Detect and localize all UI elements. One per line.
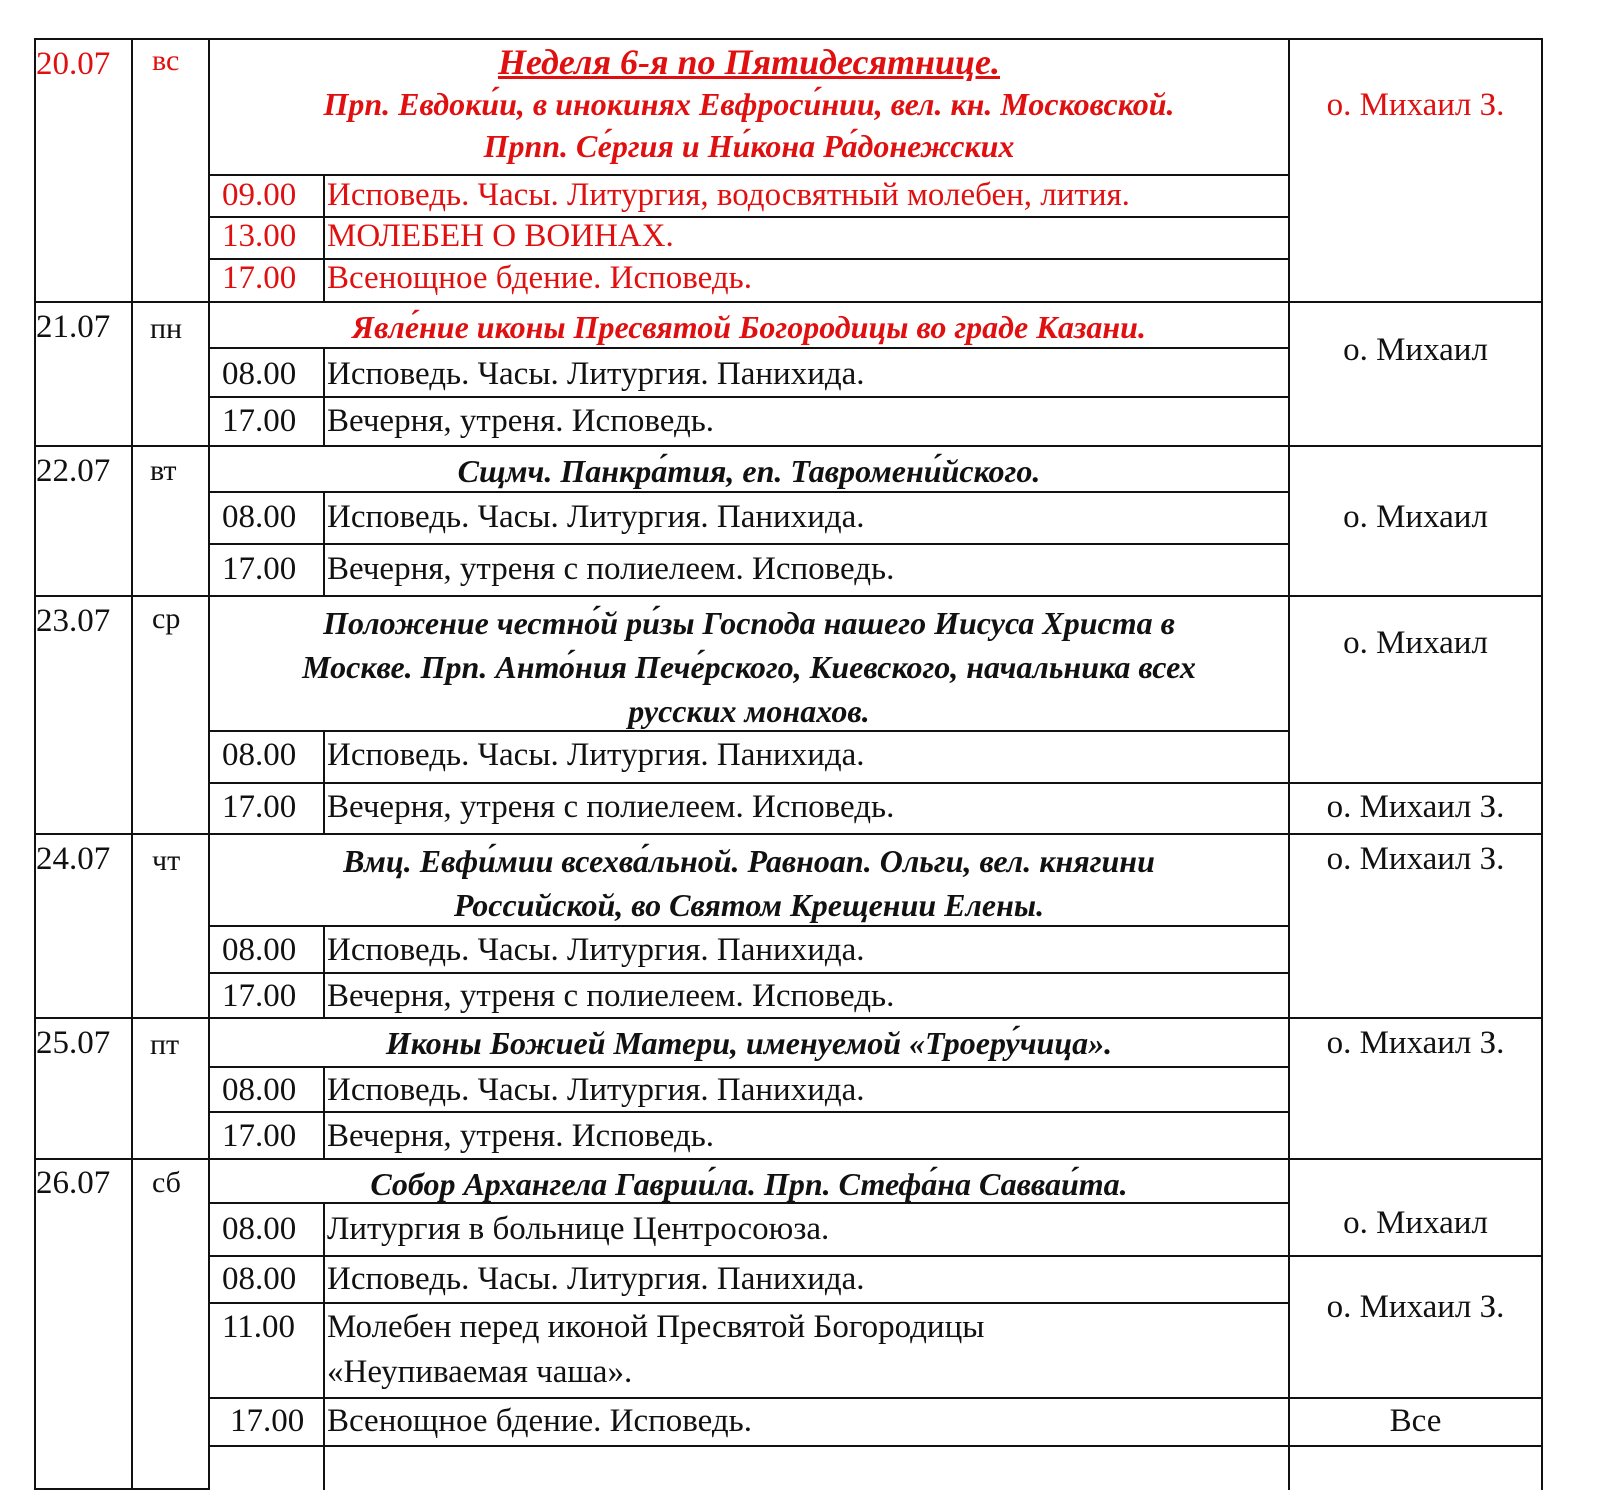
day-weekday: пт bbox=[150, 1028, 180, 1061]
day-date: 24.07 bbox=[36, 841, 111, 877]
service-time: 08.00 bbox=[222, 1072, 297, 1108]
priest-name: о. Михаил З. bbox=[1326, 1025, 1505, 1061]
feast-line: Вмц. Евфи́мии всехва́льной. Равноап. Ольги, вел. княгини bbox=[343, 843, 1155, 879]
grid-line bbox=[208, 972, 1290, 974]
feast-title: Иконы Божией Матери, именуемой «Троеру́чица». bbox=[385, 1025, 1113, 1061]
grid-line bbox=[323, 1067, 325, 1159]
day-weekday: чт bbox=[152, 844, 181, 877]
grid-line bbox=[208, 396, 1290, 398]
grid-line bbox=[34, 1017, 1543, 1019]
day-weekday: вт bbox=[150, 454, 177, 487]
grid-line bbox=[34, 833, 1543, 835]
service-time: 08.00 bbox=[222, 932, 297, 968]
feast-line: Прпп. Се́ргия и Ни́кона Ра́донежских bbox=[483, 128, 1015, 164]
grid-line bbox=[34, 301, 1543, 303]
priest-name: о. Михаил bbox=[1343, 499, 1488, 535]
day-date: 21.07 bbox=[36, 309, 111, 345]
feast-line: Российской, во Святом Крещении Елены. bbox=[453, 887, 1045, 923]
service-time: 08.00 bbox=[222, 1261, 297, 1297]
service-text: Исповедь. Часы. Литургия. Панихида. bbox=[327, 1072, 865, 1108]
grid-line bbox=[208, 1255, 1543, 1257]
service-time: 09.00 bbox=[222, 177, 297, 213]
priest-name: о. Михаил З. bbox=[1326, 789, 1505, 825]
grid-line bbox=[208, 782, 1543, 784]
service-text: Исповедь. Часы. Литургия, водосвятный молебен, лития. bbox=[327, 177, 1130, 213]
service-time: 17.00 bbox=[222, 1118, 297, 1154]
service-text: Исповедь. Часы. Литургия. Панихида. bbox=[327, 356, 865, 392]
service-time: 08.00 bbox=[222, 499, 297, 535]
service-text: Исповедь. Часы. Литургия. Панихида. bbox=[327, 1261, 865, 1297]
day-weekday: сб bbox=[152, 1166, 181, 1199]
feast-title bbox=[210, 839, 1288, 927]
service-text: МОЛЕБЕН О ВОИНАХ. bbox=[327, 218, 674, 254]
service-text: Вечерня, утреня с полиелеем. Исповедь. bbox=[327, 551, 895, 587]
feast-line: русских монахов. bbox=[628, 693, 870, 729]
service-text: Литургия в больнице Центросоюза. bbox=[327, 1211, 830, 1247]
grid-line bbox=[208, 1066, 1290, 1068]
priest-name: о. Михаил З. bbox=[1326, 87, 1505, 123]
service-text: Вечерня, утреня. Исповедь. bbox=[327, 403, 715, 439]
priest-name: о. Михаил bbox=[1343, 332, 1488, 368]
service-time: 08.00 bbox=[222, 737, 297, 773]
service-time: 17.00 bbox=[222, 403, 297, 439]
service-text: Исповедь. Часы. Литургия. Панихида. bbox=[327, 499, 865, 535]
grid-line bbox=[131, 38, 133, 1490]
service-text: Вечерня, утреня. Исповедь. bbox=[327, 1118, 715, 1154]
grid-line bbox=[208, 38, 210, 1490]
grid-line bbox=[1541, 38, 1543, 1490]
day-date: 20.07 bbox=[36, 46, 111, 82]
feast-title bbox=[210, 41, 1288, 167]
grid-line bbox=[34, 38, 36, 1490]
priest-name: о. Михаил bbox=[1343, 625, 1488, 661]
feast-title bbox=[210, 601, 1288, 733]
feast-title: Сщмч. Панкра́тия, еп. Тавромени́йского. bbox=[457, 453, 1041, 489]
grid-line bbox=[208, 1111, 1290, 1113]
service-time: 17.00 bbox=[230, 1403, 305, 1439]
feast-title: Собор Архангела Гаврии́ла. Прп. Стефа́на Савваи́та. bbox=[370, 1166, 1128, 1202]
feast-line: Неделя 6-я по Пятидесятнице. bbox=[497, 42, 1001, 82]
day-date: 23.07 bbox=[36, 603, 111, 639]
grid-line bbox=[34, 38, 1543, 40]
priest-name: о. Михаил bbox=[1343, 1205, 1488, 1241]
grid-line bbox=[34, 1488, 208, 1490]
grid-line bbox=[323, 175, 325, 303]
day-weekday: пн bbox=[150, 312, 183, 345]
service-time: 08.00 bbox=[222, 1211, 297, 1247]
feast-line: Прп. Евдоки́и, в инокинях Евфроси́нии, вел. кн. Московской. bbox=[323, 86, 1175, 122]
feast-title: Явле́ние иконы Пресвятой Богородицы во граде Казани. bbox=[352, 309, 1146, 345]
grid-line bbox=[34, 595, 1543, 597]
service-time: 17.00 bbox=[222, 551, 297, 587]
day-date: 25.07 bbox=[36, 1025, 111, 1061]
grid-line bbox=[34, 445, 1543, 447]
grid-line bbox=[208, 543, 1290, 545]
service-time: 17.00 bbox=[222, 978, 297, 1014]
service-text: Вечерня, утреня с полиелеем. Исповедь. bbox=[327, 789, 895, 825]
service-text: Исповедь. Часы. Литургия. Панихида. bbox=[327, 737, 865, 773]
service-time: 11.00 bbox=[222, 1309, 296, 1345]
service-text: Всенощное бдение. Исповедь. bbox=[327, 260, 752, 296]
service-text: Молебен перед иконой Пресвятой Богородицы bbox=[327, 1309, 985, 1345]
priest-name: о. Михаил З. bbox=[1326, 841, 1505, 877]
day-date: 26.07 bbox=[36, 1165, 111, 1201]
grid-line bbox=[208, 1445, 1543, 1447]
feast-line: Москве. Прп. Анто́ния Пече́рского, Киевского, начальника всех bbox=[302, 649, 1196, 685]
grid-line bbox=[208, 1302, 1290, 1304]
feast-line: Положение честно́й ри́зы Господа нашего Иисуса Христа в bbox=[323, 605, 1175, 641]
priest-name: Все bbox=[1389, 1403, 1442, 1439]
grid-line bbox=[208, 1397, 1543, 1399]
service-text: Всенощное бдение. Исповедь. bbox=[327, 1403, 752, 1439]
service-time: 17.00 bbox=[222, 260, 297, 296]
service-text: Исповедь. Часы. Литургия. Панихида. bbox=[327, 932, 865, 968]
service-time: 17.00 bbox=[222, 789, 297, 825]
service-text: Вечерня, утреня с полиелеем. Исповедь. bbox=[327, 978, 895, 1014]
service-text: «Неупиваемая чаша». bbox=[327, 1354, 633, 1390]
priest-name: о. Михаил З. bbox=[1326, 1289, 1505, 1325]
grid-line bbox=[1288, 38, 1290, 1490]
grid-line bbox=[34, 1158, 1543, 1160]
day-weekday: вс bbox=[152, 44, 180, 77]
service-time: 13.00 bbox=[222, 218, 297, 254]
day-date: 22.07 bbox=[36, 453, 111, 489]
service-time: 08.00 bbox=[222, 356, 297, 392]
day-weekday: ср bbox=[152, 602, 181, 635]
